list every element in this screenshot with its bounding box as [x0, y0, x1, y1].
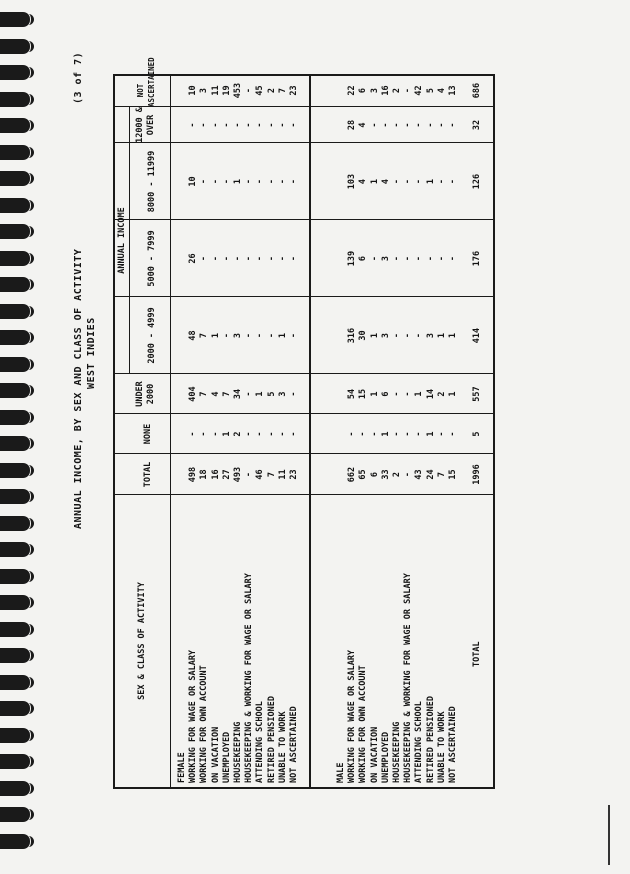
col-total-header: TOTAL — [143, 461, 153, 488]
table-cell: 6 — [358, 255, 369, 262]
table-cell: - — [255, 122, 266, 128]
table-cell: 28 — [347, 119, 358, 131]
table-cell: - — [255, 332, 266, 339]
table-cell: - — [244, 471, 255, 478]
table-cell: - — [392, 391, 402, 397]
row-label: RETIRED PENSIONED — [266, 696, 277, 783]
table-cell: - — [448, 431, 458, 437]
table-cell: - — [199, 122, 210, 128]
table-cell: 6 — [380, 391, 391, 397]
table-cell: 1 — [369, 332, 380, 339]
table-cell: - — [369, 431, 380, 437]
table-cell: 23 — [289, 469, 299, 480]
table-cell: - — [289, 178, 299, 185]
table-cell: - — [448, 122, 458, 128]
total-cell: 32 — [472, 119, 482, 131]
table-cell: 6 — [369, 471, 380, 478]
table-cell: - — [244, 87, 255, 94]
table-cell: - — [244, 178, 255, 185]
row-label: ON VACATION — [369, 726, 380, 783]
table-cell: 43 — [414, 469, 425, 480]
table-cell: 19 — [221, 85, 232, 96]
table-cell: 24 — [425, 469, 436, 480]
table-cell: - — [244, 332, 255, 339]
table-cell: 65 — [358, 469, 369, 480]
table-cell: - — [221, 332, 232, 339]
table-cell: 27 — [221, 469, 232, 480]
table-cell: 1 — [425, 431, 436, 437]
table-cell: 54 — [347, 388, 358, 400]
table-cell: - — [210, 431, 221, 437]
table-cell: - — [277, 431, 288, 437]
total-cell: 5 — [472, 431, 482, 437]
table-cell: - — [199, 431, 210, 437]
table-cell: - — [414, 122, 425, 128]
table-cell: - — [277, 178, 288, 185]
table-cell: 18 — [199, 469, 210, 480]
table-cell: 493 — [233, 466, 243, 483]
table-cell: 453 — [233, 82, 243, 99]
table-cell: - — [392, 178, 402, 185]
table-cell: 1 — [448, 332, 458, 339]
table-cell: 1 — [369, 178, 380, 185]
table-cell: 498 — [188, 466, 199, 483]
table-cell: - — [210, 255, 221, 262]
table-cell: 1 — [436, 332, 447, 339]
table-cell: - — [414, 178, 425, 185]
table-cell: 4 — [210, 391, 221, 397]
table-cell: 1 — [448, 391, 458, 397]
table-cell: - — [244, 431, 255, 437]
annual-income-header: ANNUAL INCOME — [117, 207, 127, 274]
table-cell: 15 — [358, 388, 369, 400]
total-cell: 126 — [472, 173, 482, 190]
table-cell: 3 — [277, 391, 288, 397]
table-cell: 45 — [255, 85, 266, 96]
table-cell: 2 — [436, 391, 447, 397]
table-cell: - — [448, 178, 458, 185]
row-label: UNABLE TO WORK — [277, 711, 288, 783]
table-cell: 22 — [347, 85, 358, 96]
table-cell: - — [403, 431, 414, 437]
table-cell: - — [358, 431, 369, 437]
income-table — [113, 57, 495, 789]
table-cell: 30 — [358, 330, 369, 341]
table-cell: - — [289, 122, 299, 128]
table-cell: - — [199, 255, 210, 262]
table-cell: 7 — [436, 471, 447, 478]
table-cell: - — [221, 255, 232, 262]
table-cell: 26 — [188, 253, 199, 264]
table-cell: - — [403, 178, 414, 185]
table-cell: - — [221, 122, 232, 128]
table-cell: - — [266, 332, 277, 339]
table-cell: 7 — [266, 471, 277, 478]
table-cell: 1 — [255, 391, 266, 397]
table-cell: 3 — [380, 332, 391, 339]
row-label: WORKING FOR WAGE OR SALARY — [347, 649, 358, 783]
table-cell: - — [233, 122, 243, 128]
table-cell: - — [436, 255, 447, 262]
table-cell: - — [210, 178, 221, 185]
total-cell: 414 — [472, 327, 482, 344]
table-cell: - — [403, 122, 414, 128]
page-subtitle: WEST INDIES — [86, 317, 97, 389]
table-cell: 46 — [255, 469, 266, 480]
table-cell: - — [392, 431, 402, 437]
table-cell: 2 — [392, 471, 402, 478]
table-cell: 3 — [233, 332, 243, 339]
table-cell: - — [425, 122, 436, 128]
table-cell: 7 — [199, 391, 210, 397]
table-cell: - — [277, 122, 288, 128]
table-cell: - — [244, 122, 255, 128]
table-cell: 3 — [425, 332, 436, 339]
table-cell: - — [255, 178, 266, 185]
table-cell: 7 — [277, 87, 288, 94]
row-label: HOUSEKEEPING & WORKING FOR WAGE OR SALARY — [403, 573, 414, 783]
table-cell: - — [436, 122, 447, 128]
row-label: WORKING FOR OWN ACCOUNT — [199, 665, 210, 783]
table-cell: 1 — [380, 431, 391, 437]
table-cell: - — [289, 332, 299, 339]
table-cell: 3 — [380, 255, 391, 262]
row-label: UNEMPLOYED — [380, 731, 391, 783]
table-cell: - — [289, 255, 299, 262]
total-cell: 176 — [472, 250, 482, 267]
table-cell: - — [392, 255, 402, 262]
total-label: TOTAL — [472, 641, 482, 667]
table-cell: 3 — [199, 87, 210, 94]
row-label: WORKING FOR OWN ACCOUNT — [358, 665, 369, 783]
table-cell: 4 — [380, 178, 391, 185]
table-cell: 1 — [277, 332, 288, 339]
table-cell: - — [414, 431, 425, 437]
table-cell: - — [255, 255, 266, 262]
table-cell: 662 — [347, 466, 358, 483]
table-cell: - — [403, 255, 414, 262]
table-cell: - — [436, 178, 447, 185]
female-section — [177, 573, 300, 783]
table-cell: 48 — [188, 330, 199, 341]
table-cell: - — [233, 255, 243, 262]
table-cell: - — [392, 332, 402, 339]
row-label: ON VACATION — [210, 726, 221, 783]
total-cell: 557 — [472, 386, 482, 402]
table-cell: - — [403, 471, 414, 478]
table-cell: 316 — [347, 327, 358, 344]
col-under-2000-header: UNDER 2000 — [135, 381, 156, 407]
table-cell: 2 — [266, 87, 277, 94]
table-cell: - — [244, 391, 255, 397]
col-not-ascertained-header: NOT ASCERTAINED — [136, 57, 156, 107]
table-cell: 5 — [266, 391, 277, 397]
table-cell: - — [369, 255, 380, 262]
table-cell: - — [221, 178, 232, 185]
col-5000-7999-header: 5000 - 7999 — [147, 230, 157, 287]
row-label: HOUSEKEEPING — [232, 721, 243, 783]
table-cell: - — [188, 431, 199, 437]
table-cell: 3 — [369, 87, 380, 94]
table-cell: - — [266, 431, 277, 437]
female-label: FEMALE — [177, 752, 187, 783]
table-cell: - — [277, 255, 288, 262]
table-cell: - — [244, 255, 255, 262]
col-12000-over-header: 12000 & OVER — [135, 107, 156, 143]
table-cell: 13 — [448, 85, 458, 96]
table-cell: 10 — [188, 176, 199, 187]
table-cell: - — [369, 122, 380, 128]
table-cell: - — [392, 122, 402, 128]
table-cell: - — [414, 332, 425, 339]
table-cell: 14 — [425, 388, 436, 400]
table-cell: 23 — [289, 85, 299, 96]
table-cell: - — [289, 391, 299, 397]
row-label: ATTENDING SCHOOL — [414, 701, 425, 783]
table-cell: 1 — [233, 178, 243, 185]
table-cell: - — [210, 122, 221, 128]
total-cell: 1996 — [472, 464, 482, 485]
table-cell: 7 — [221, 391, 232, 397]
row-label: HOUSEKEEPING & WORKING FOR WAGE OR SALARY — [244, 573, 255, 783]
table-cell: 33 — [380, 469, 391, 480]
table-cell: - — [403, 391, 414, 397]
table-cell: - — [347, 431, 358, 437]
row-label: UNABLE TO WORK — [436, 711, 447, 783]
table-cell: 2 — [392, 87, 402, 94]
table-cell: 1 — [221, 431, 232, 437]
row-label: ATTENDING SCHOOL — [255, 701, 266, 783]
row-label: NOT ASCERTAINED — [288, 706, 299, 783]
table-cell: - — [436, 431, 447, 437]
table-cell: - — [403, 332, 414, 339]
table-cell: 16 — [380, 85, 391, 96]
table-cell: 6 — [358, 87, 369, 94]
table-cell: - — [414, 255, 425, 262]
row-label: NOT ASCERTAINED — [447, 706, 458, 783]
table-cell: - — [266, 122, 277, 128]
table-cell: - — [199, 178, 210, 185]
col-none-header: NONE — [143, 423, 153, 445]
table-cell: 1 — [414, 391, 425, 397]
table-cell: 10 — [188, 85, 199, 96]
table-cell: - — [380, 122, 391, 128]
col-2000-4999-header: 2000 - 4999 — [147, 307, 157, 364]
table-cell: 42 — [414, 85, 425, 96]
table-cell: - — [188, 122, 199, 128]
table-cell: 11 — [210, 85, 221, 96]
table-cell: - — [425, 255, 436, 262]
table-cell: - — [448, 255, 458, 262]
table-cell: - — [266, 255, 277, 262]
row-label: HOUSEKEEPING — [391, 721, 402, 783]
table-cell: 139 — [347, 250, 358, 267]
page-number: (3 of 7) — [73, 51, 84, 104]
row-label: UNEMPLOYED — [221, 731, 232, 783]
table-cell: 1 — [210, 332, 221, 339]
page-title: ANNUAL INCOME, BY SEX AND CLASS OF ACTIVITY — [73, 248, 84, 529]
table-cell: 4 — [358, 122, 369, 128]
table-cell: 5 — [425, 87, 436, 94]
table-cell: 404 — [188, 386, 199, 402]
table-cell: 2 — [233, 431, 243, 437]
table-cell: 7 — [199, 332, 210, 339]
table-cell: 1 — [369, 391, 380, 397]
table-cell: 1 — [425, 178, 436, 185]
male-section — [336, 573, 459, 783]
col-8000-11999-header: 8000 - 11999 — [147, 150, 157, 213]
row-label: WORKING FOR WAGE OR SALARY — [188, 649, 199, 783]
row-header: SEX & CLASS OF ACTIVITY — [137, 582, 147, 700]
table-cell: 34 — [233, 388, 243, 400]
table-cell: 4 — [358, 178, 369, 185]
table-cell: 16 — [210, 469, 221, 480]
table-cell: - — [266, 178, 277, 185]
table-cell: 15 — [448, 469, 458, 480]
table-cell: - — [255, 431, 266, 437]
table-cell: - — [403, 87, 414, 94]
table-cell: 11 — [277, 469, 288, 480]
row-label: RETIRED PENSIONED — [425, 696, 436, 783]
table-cell: - — [289, 431, 299, 437]
total-cell: 686 — [472, 82, 482, 99]
male-label: MALE — [336, 762, 346, 783]
table-cell: 103 — [347, 173, 358, 190]
table-cell: 4 — [436, 87, 447, 94]
